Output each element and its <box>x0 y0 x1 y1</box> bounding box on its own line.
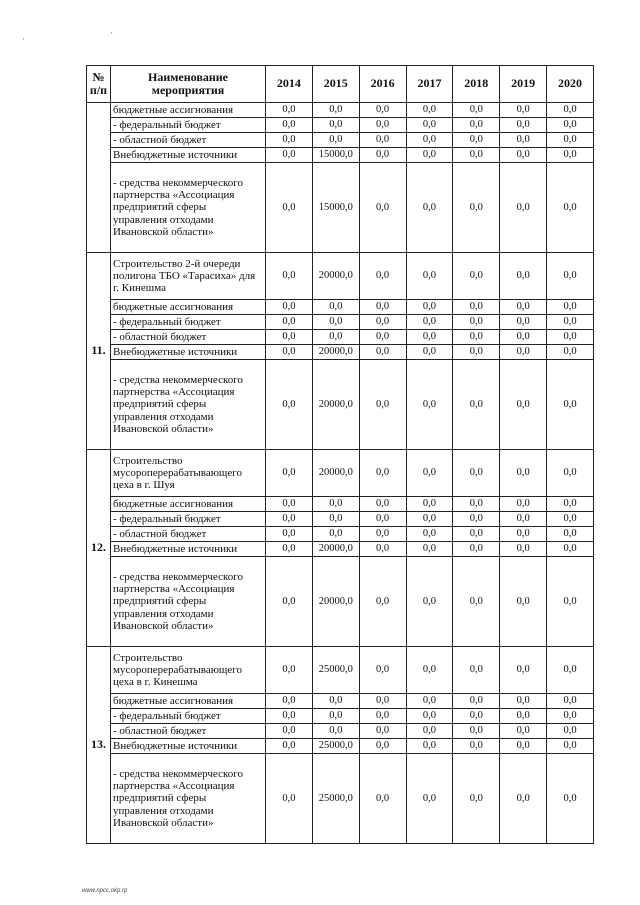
value-cell: 0,0 <box>547 300 594 315</box>
col-header-year: 2016 <box>359 66 406 103</box>
value-cell: 0,0 <box>406 148 453 163</box>
value-cell: 0,0 <box>406 330 453 345</box>
value-cell: 0,0 <box>453 739 500 754</box>
table-row <box>87 253 594 300</box>
value-cell: 0,0 <box>453 527 500 542</box>
table-row <box>87 542 594 557</box>
table-row <box>87 103 594 118</box>
value-cell: 0,0 <box>266 163 313 253</box>
activity-name-cell: бюджетные ассигнования <box>111 300 266 315</box>
value-cell: 0,0 <box>547 557 594 647</box>
item-number-cell <box>87 103 111 253</box>
value-cell: 0,0 <box>500 754 547 844</box>
value-cell: 0,0 <box>500 512 547 527</box>
table-row <box>87 330 594 345</box>
table-row <box>87 527 594 542</box>
value-cell: 0,0 <box>312 315 359 330</box>
value-cell: 0,0 <box>547 148 594 163</box>
table-row <box>87 709 594 724</box>
value-cell: 0,0 <box>406 754 453 844</box>
value-cell: 0,0 <box>266 557 313 647</box>
table-row <box>87 345 594 360</box>
value-cell: 0,0 <box>359 118 406 133</box>
value-cell: 0,0 <box>312 330 359 345</box>
value-cell: 0,0 <box>359 315 406 330</box>
value-cell: 0,0 <box>406 694 453 709</box>
value-cell: 20000,0 <box>312 557 359 647</box>
value-cell: 0,0 <box>359 542 406 557</box>
value-cell: 0,0 <box>406 118 453 133</box>
value-cell: 20000,0 <box>312 253 359 300</box>
value-cell: 0,0 <box>500 739 547 754</box>
value-cell: 0,0 <box>266 148 313 163</box>
item-number-cell: 12. <box>87 450 111 647</box>
value-cell: 0,0 <box>266 694 313 709</box>
value-cell: 0,0 <box>500 497 547 512</box>
value-cell: 0,0 <box>359 754 406 844</box>
table-row <box>87 148 594 163</box>
value-cell: 0,0 <box>406 724 453 739</box>
value-cell: 0,0 <box>453 557 500 647</box>
activity-name-cell: - областной бюджет <box>111 330 266 345</box>
value-cell: 0,0 <box>266 103 313 118</box>
value-cell: 0,0 <box>547 118 594 133</box>
value-cell: 0,0 <box>453 647 500 694</box>
scan-speck: · <box>22 34 25 44</box>
activity-name-cell: - федеральный бюджет <box>111 118 266 133</box>
activity-name-cell: - федеральный бюджет <box>111 315 266 330</box>
activity-name-cell: - федеральный бюджет <box>111 709 266 724</box>
table-row <box>87 315 594 330</box>
value-cell: 0,0 <box>547 694 594 709</box>
value-cell: 0,0 <box>266 360 313 450</box>
value-cell: 0,0 <box>312 512 359 527</box>
value-cell: 0,0 <box>547 512 594 527</box>
table-row <box>87 163 594 253</box>
value-cell: 0,0 <box>406 345 453 360</box>
value-cell: 0,0 <box>406 163 453 253</box>
value-cell: 0,0 <box>406 542 453 557</box>
activity-name-cell: Внебюджетные источники <box>111 542 266 557</box>
value-cell: 0,0 <box>453 103 500 118</box>
value-cell: 0,0 <box>547 133 594 148</box>
value-cell: 0,0 <box>359 133 406 148</box>
value-cell: 0,0 <box>453 315 500 330</box>
value-cell: 0,0 <box>359 694 406 709</box>
value-cell: 0,0 <box>453 512 500 527</box>
value-cell: 0,0 <box>453 163 500 253</box>
value-cell: 0,0 <box>359 103 406 118</box>
value-cell: 0,0 <box>500 118 547 133</box>
table-header-row <box>87 66 594 103</box>
activity-name-cell: Строительство мусороперерабатывающего цеха в г. Шуя <box>111 450 266 497</box>
item-number-cell: 13. <box>87 647 111 844</box>
value-cell: 0,0 <box>547 450 594 497</box>
value-cell: 0,0 <box>359 450 406 497</box>
col-header-name: Наименование мероприятия <box>111 66 266 103</box>
value-cell: 0,0 <box>312 709 359 724</box>
value-cell: 0,0 <box>266 709 313 724</box>
value-cell: 0,0 <box>547 253 594 300</box>
activity-name-cell: Строительство мусороперерабатывающего цеха в г. Кинешма <box>111 647 266 694</box>
value-cell: 0,0 <box>453 542 500 557</box>
value-cell: 0,0 <box>266 133 313 148</box>
value-cell: 0,0 <box>266 497 313 512</box>
col-header-year: 2015 <box>312 66 359 103</box>
value-cell: 0,0 <box>547 315 594 330</box>
value-cell: 0,0 <box>312 694 359 709</box>
value-cell: 0,0 <box>500 300 547 315</box>
value-cell: 25000,0 <box>312 754 359 844</box>
value-cell: 0,0 <box>312 118 359 133</box>
activity-name-cell: бюджетные ассигнования <box>111 103 266 118</box>
value-cell: 0,0 <box>312 133 359 148</box>
value-cell: 0,0 <box>406 253 453 300</box>
activity-name-cell: - областной бюджет <box>111 133 266 148</box>
budget-table <box>86 65 594 844</box>
table-row <box>87 118 594 133</box>
value-cell: 0,0 <box>500 450 547 497</box>
value-cell: 0,0 <box>500 542 547 557</box>
table-row <box>87 739 594 754</box>
col-header-year: 2019 <box>500 66 547 103</box>
value-cell: 0,0 <box>359 148 406 163</box>
table-row <box>87 450 594 497</box>
col-header-year: 2018 <box>453 66 500 103</box>
value-cell: 0,0 <box>406 647 453 694</box>
value-cell: 0,0 <box>266 253 313 300</box>
value-cell: 0,0 <box>500 724 547 739</box>
value-cell: 0,0 <box>453 694 500 709</box>
value-cell: 0,0 <box>500 330 547 345</box>
value-cell: 0,0 <box>266 527 313 542</box>
table-row <box>87 133 594 148</box>
value-cell: 0,0 <box>453 497 500 512</box>
value-cell: 0,0 <box>500 360 547 450</box>
value-cell: 0,0 <box>453 330 500 345</box>
value-cell: 0,0 <box>266 739 313 754</box>
activity-name-cell: Внебюджетные источники <box>111 345 266 360</box>
value-cell: 0,0 <box>266 300 313 315</box>
value-cell: 0,0 <box>500 148 547 163</box>
value-cell: 0,0 <box>266 754 313 844</box>
value-cell: 0,0 <box>312 103 359 118</box>
value-cell: 0,0 <box>547 542 594 557</box>
col-header-number: № п/п <box>87 66 111 103</box>
scan-speck: · <box>110 28 113 38</box>
value-cell: 0,0 <box>359 709 406 724</box>
value-cell: 0,0 <box>406 450 453 497</box>
value-cell: 0,0 <box>453 345 500 360</box>
activity-name-cell: - областной бюджет <box>111 527 266 542</box>
value-cell: 0,0 <box>547 724 594 739</box>
table-row <box>87 512 594 527</box>
value-cell: 0,0 <box>500 709 547 724</box>
value-cell: 0,0 <box>266 330 313 345</box>
value-cell: 0,0 <box>312 724 359 739</box>
value-cell: 0,0 <box>406 739 453 754</box>
value-cell: 0,0 <box>359 345 406 360</box>
value-cell: 0,0 <box>500 163 547 253</box>
value-cell: 0,0 <box>266 450 313 497</box>
value-cell: 0,0 <box>312 300 359 315</box>
value-cell: 0,0 <box>359 739 406 754</box>
value-cell: 20000,0 <box>312 450 359 497</box>
value-cell: 0,0 <box>500 103 547 118</box>
value-cell: 0,0 <box>312 527 359 542</box>
value-cell: 0,0 <box>547 360 594 450</box>
value-cell: 0,0 <box>500 527 547 542</box>
value-cell: 0,0 <box>406 103 453 118</box>
value-cell: 0,0 <box>500 315 547 330</box>
value-cell: 0,0 <box>359 253 406 300</box>
value-cell: 0,0 <box>359 512 406 527</box>
value-cell: 0,0 <box>453 709 500 724</box>
value-cell: 25000,0 <box>312 739 359 754</box>
value-cell: 0,0 <box>359 527 406 542</box>
activity-name-cell: - областной бюджет <box>111 724 266 739</box>
table-row <box>87 754 594 844</box>
value-cell: 20000,0 <box>312 345 359 360</box>
table-row <box>87 694 594 709</box>
value-cell: 0,0 <box>359 360 406 450</box>
table-row <box>87 300 594 315</box>
value-cell: 0,0 <box>453 450 500 497</box>
value-cell: 0,0 <box>406 315 453 330</box>
value-cell: 0,0 <box>500 345 547 360</box>
activity-name-cell: Строительство 2-й очереди полигона ТБО «Тарасиха» для г. Кинешма <box>111 253 266 300</box>
table-row <box>87 497 594 512</box>
table-row <box>87 557 594 647</box>
value-cell: 15000,0 <box>312 163 359 253</box>
footer-stamp: www.npcc.okp.rp <box>82 888 128 894</box>
value-cell: 20000,0 <box>312 542 359 557</box>
activity-name-cell: - средства некоммерческого партнерства «Ассоциация предприятий сферы управления отходами Ивановской области» <box>111 163 266 253</box>
value-cell: 20000,0 <box>312 360 359 450</box>
value-cell: 0,0 <box>547 739 594 754</box>
activity-name-cell: Внебюджетные источники <box>111 739 266 754</box>
value-cell: 0,0 <box>266 512 313 527</box>
activity-name-cell: - средства некоммерческого партнерства «Ассоциация предприятий сферы управления отходами Ивановской области» <box>111 754 266 844</box>
value-cell: 0,0 <box>266 118 313 133</box>
value-cell: 15000,0 <box>312 148 359 163</box>
table-row <box>87 360 594 450</box>
value-cell: 0,0 <box>453 148 500 163</box>
activity-name-cell: - средства некоммерческого партнерства «Ассоциация предприятий сферы управления отходами Ивановской области» <box>111 557 266 647</box>
value-cell: 0,0 <box>500 133 547 148</box>
activity-name-cell: Внебюджетные источники <box>111 148 266 163</box>
value-cell: 0,0 <box>406 709 453 724</box>
col-header-year: 2014 <box>266 66 313 103</box>
value-cell: 0,0 <box>547 163 594 253</box>
value-cell: 0,0 <box>406 557 453 647</box>
value-cell: 0,0 <box>453 253 500 300</box>
table-row <box>87 647 594 694</box>
value-cell: 0,0 <box>406 497 453 512</box>
value-cell: 25000,0 <box>312 647 359 694</box>
value-cell: 0,0 <box>500 647 547 694</box>
value-cell: 0,0 <box>547 527 594 542</box>
col-header-year: 2017 <box>406 66 453 103</box>
value-cell: 0,0 <box>547 330 594 345</box>
table-row <box>87 724 594 739</box>
value-cell: 0,0 <box>547 754 594 844</box>
value-cell: 0,0 <box>312 497 359 512</box>
value-cell: 0,0 <box>359 724 406 739</box>
value-cell: 0,0 <box>453 118 500 133</box>
value-cell: 0,0 <box>453 300 500 315</box>
col-header-year: 2020 <box>547 66 594 103</box>
activity-name-cell: - средства некоммерческого партнерства «Ассоциация предприятий сферы управления отходами Ивановской области» <box>111 360 266 450</box>
value-cell: 0,0 <box>453 360 500 450</box>
item-number-cell: 11. <box>87 253 111 450</box>
value-cell: 0,0 <box>547 497 594 512</box>
value-cell: 0,0 <box>406 527 453 542</box>
value-cell: 0,0 <box>359 300 406 315</box>
value-cell: 0,0 <box>500 253 547 300</box>
value-cell: 0,0 <box>266 542 313 557</box>
value-cell: 0,0 <box>406 360 453 450</box>
value-cell: 0,0 <box>359 330 406 345</box>
value-cell: 0,0 <box>359 557 406 647</box>
activity-name-cell: - федеральный бюджет <box>111 512 266 527</box>
value-cell: 0,0 <box>547 345 594 360</box>
value-cell: 0,0 <box>547 647 594 694</box>
value-cell: 0,0 <box>359 497 406 512</box>
value-cell: 0,0 <box>453 133 500 148</box>
value-cell: 0,0 <box>359 163 406 253</box>
value-cell: 0,0 <box>406 300 453 315</box>
activity-name-cell: бюджетные ассигнования <box>111 497 266 512</box>
value-cell: 0,0 <box>406 133 453 148</box>
value-cell: 0,0 <box>500 694 547 709</box>
value-cell: 0,0 <box>453 754 500 844</box>
value-cell: 0,0 <box>547 709 594 724</box>
value-cell: 0,0 <box>453 724 500 739</box>
value-cell: 0,0 <box>406 512 453 527</box>
value-cell: 0,0 <box>266 345 313 360</box>
value-cell: 0,0 <box>547 103 594 118</box>
activity-name-cell: бюджетные ассигнования <box>111 694 266 709</box>
value-cell: 0,0 <box>500 557 547 647</box>
value-cell: 0,0 <box>359 647 406 694</box>
value-cell: 0,0 <box>266 724 313 739</box>
value-cell: 0,0 <box>266 647 313 694</box>
value-cell: 0,0 <box>266 315 313 330</box>
